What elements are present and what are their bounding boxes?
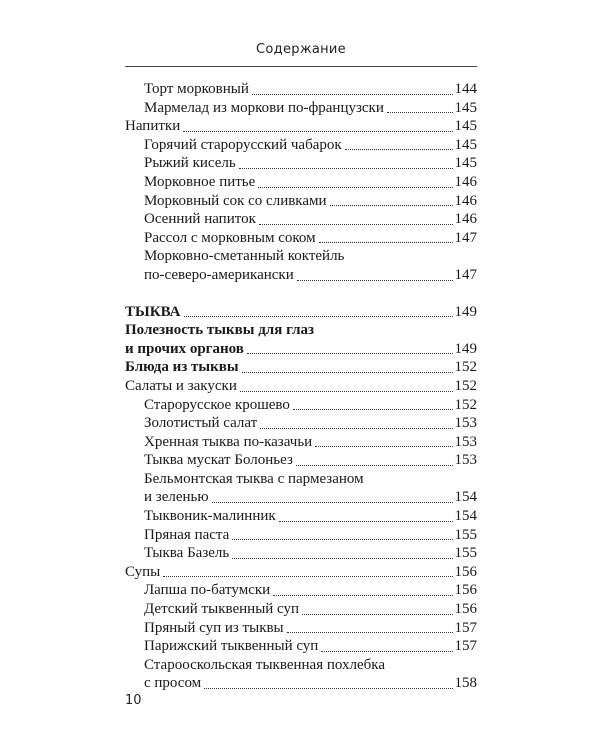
toc-entry bbox=[125, 154, 477, 173]
toc-entry-page: 156 bbox=[454, 563, 477, 580]
toc-section-title: Напитки bbox=[125, 118, 181, 135]
dot-leader bbox=[212, 502, 453, 503]
toc-section-title: Супы bbox=[125, 563, 161, 580]
table-of-contents bbox=[125, 80, 477, 693]
dot-leader bbox=[297, 280, 453, 281]
toc-chapter-title-line1: Полезность тыквы для глаз bbox=[125, 322, 315, 339]
toc-entry-title: Лапша по-батумски bbox=[144, 582, 271, 599]
toc-entry-title: Золотистый салат bbox=[144, 415, 258, 432]
toc-entry bbox=[125, 619, 477, 638]
toc-entry-title: Старорусское крошево bbox=[144, 396, 290, 413]
toc-section-title: Салаты и закуски bbox=[125, 377, 237, 394]
toc-entry-title: Морковный сок со сливками bbox=[144, 192, 327, 209]
toc-entry-page: 145 bbox=[454, 118, 477, 135]
toc-entry bbox=[125, 210, 477, 229]
dot-leader bbox=[163, 576, 452, 577]
toc-entry-title: Осенний напиток bbox=[144, 211, 256, 228]
toc-entry bbox=[125, 80, 477, 99]
toc-entry bbox=[125, 488, 477, 507]
toc-entry-page: 153 bbox=[454, 415, 477, 432]
toc-chapter bbox=[125, 303, 477, 322]
dot-leader bbox=[259, 224, 453, 225]
toc-entry-title: по-северо-американски bbox=[144, 266, 294, 283]
toc-entry-title: Хренная тыква по-казачьи bbox=[144, 433, 313, 450]
dot-leader bbox=[242, 372, 453, 373]
dot-leader bbox=[232, 558, 452, 559]
toc-entry bbox=[125, 637, 477, 656]
toc-entry-title: Торт морковный bbox=[144, 81, 249, 97]
toc-entry-page: 156 bbox=[454, 601, 477, 618]
dot-leader bbox=[247, 353, 453, 354]
dot-leader bbox=[302, 614, 452, 615]
toc-entry-title: Тыквоник-малинник bbox=[144, 508, 276, 525]
toc-entry bbox=[125, 451, 477, 470]
toc-entry bbox=[125, 136, 477, 155]
dot-leader bbox=[387, 112, 453, 113]
toc-section bbox=[125, 117, 477, 136]
toc-entry-title: Тыква мускат Болоньез bbox=[144, 452, 293, 469]
toc-entry-page: 152 bbox=[454, 377, 477, 394]
toc-entry-page: 153 bbox=[454, 452, 477, 469]
toc-entry-title-line1: Бельмонтская тыква с пармезаном bbox=[144, 470, 364, 487]
toc-entry-title: с просом bbox=[144, 675, 202, 692]
toc-entry bbox=[125, 600, 477, 619]
toc-entry-page: 149 bbox=[454, 303, 477, 320]
dot-leader bbox=[345, 149, 453, 150]
toc-entry-title: и зеленью bbox=[144, 489, 209, 506]
toc-entry bbox=[125, 507, 477, 526]
toc-entry-page: 155 bbox=[454, 526, 477, 543]
toc-entry-page: 146 bbox=[454, 211, 477, 228]
toc-entry-page: 145 bbox=[454, 99, 477, 116]
toc-entry-title: Парижский тыквенный суп bbox=[144, 638, 319, 655]
toc-entry-page: 146 bbox=[454, 173, 477, 190]
dot-leader bbox=[279, 521, 453, 522]
toc-entry bbox=[125, 192, 477, 211]
toc-entry-page: 147 bbox=[454, 229, 477, 246]
toc-entry-page: 152 bbox=[454, 359, 477, 376]
dot-leader bbox=[184, 316, 453, 317]
toc-entry-page: 152 bbox=[454, 396, 477, 413]
dot-leader bbox=[258, 187, 452, 188]
toc-entry bbox=[125, 544, 477, 563]
toc-entry-page: 154 bbox=[454, 489, 477, 506]
toc-entry bbox=[125, 414, 477, 433]
toc-entry bbox=[125, 674, 477, 693]
toc-section bbox=[125, 563, 477, 582]
toc-entry bbox=[125, 526, 477, 545]
toc-entry-title: Рассол с морковным соком bbox=[144, 229, 316, 246]
toc-entry-page: 153 bbox=[454, 433, 477, 450]
toc-entry bbox=[125, 581, 477, 600]
dot-leader bbox=[315, 446, 452, 447]
toc-entry-title: Детский тыквенный суп bbox=[144, 601, 300, 618]
toc-entry-page: 158 bbox=[454, 675, 477, 692]
toc-chapter bbox=[125, 358, 477, 377]
dot-leader bbox=[252, 94, 453, 95]
toc-chapter-title: Блюда из тыквы bbox=[125, 359, 239, 376]
toc-chapter-title: и прочих органов bbox=[125, 340, 244, 357]
toc-entry-page: 155 bbox=[454, 545, 477, 562]
toc-entry-title: Тыква Базель bbox=[144, 545, 230, 562]
dot-leader bbox=[183, 131, 452, 132]
page-number: 10 bbox=[125, 693, 142, 708]
dot-leader bbox=[273, 595, 452, 596]
toc-entry-page: 145 bbox=[454, 155, 477, 172]
toc-entry bbox=[125, 229, 477, 248]
dot-leader bbox=[239, 168, 453, 169]
toc-entry-page: 157 bbox=[454, 619, 477, 636]
toc-entry-title: Морковное питье bbox=[144, 173, 256, 190]
toc-entry-page: 144 bbox=[454, 81, 477, 97]
toc-entry-title: Горячий старорусский чабарок bbox=[144, 136, 342, 153]
toc-entry bbox=[125, 173, 477, 192]
toc-entry-title: Рыжий кисель bbox=[144, 155, 236, 172]
toc-entry-title: Пряная паста bbox=[144, 526, 230, 543]
toc-chapter bbox=[125, 340, 477, 359]
dot-leader bbox=[232, 539, 452, 540]
toc-entry-page: 147 bbox=[454, 266, 477, 283]
toc-chapter-title: ТЫКВА bbox=[125, 303, 181, 320]
dot-leader bbox=[287, 632, 453, 633]
dot-leader bbox=[319, 242, 453, 243]
section-gap bbox=[125, 285, 477, 303]
dot-leader bbox=[204, 688, 452, 689]
toc-entry-page: 146 bbox=[454, 192, 477, 209]
toc-entry bbox=[125, 99, 477, 118]
toc-entry-page: 154 bbox=[454, 508, 477, 525]
toc-entry-title-line1: Морковно-сметанный коктейль bbox=[144, 248, 345, 265]
dot-leader bbox=[296, 465, 453, 466]
toc-entry-page: 156 bbox=[454, 582, 477, 599]
toc-entry-title: Пряный суп из тыквы bbox=[144, 619, 284, 636]
toc-section bbox=[125, 377, 477, 396]
toc-entry-page: 157 bbox=[454, 638, 477, 655]
toc-entry-page: 149 bbox=[454, 340, 477, 357]
dot-leader bbox=[240, 391, 453, 392]
toc-entry-title: Мармелад из моркови по-французски bbox=[144, 99, 384, 116]
toc-entry-title-line1: Старооскольская тыквенная похлебка bbox=[144, 656, 385, 673]
header-rule bbox=[125, 66, 477, 67]
toc-entry bbox=[125, 396, 477, 415]
dot-leader bbox=[260, 428, 452, 429]
dot-leader bbox=[321, 651, 452, 652]
dot-leader bbox=[330, 205, 453, 206]
running-header: Содержание bbox=[256, 42, 346, 57]
dot-leader bbox=[293, 409, 453, 410]
toc-entry bbox=[125, 266, 477, 285]
toc-entry bbox=[125, 433, 477, 452]
toc-entry-page: 145 bbox=[454, 136, 477, 153]
